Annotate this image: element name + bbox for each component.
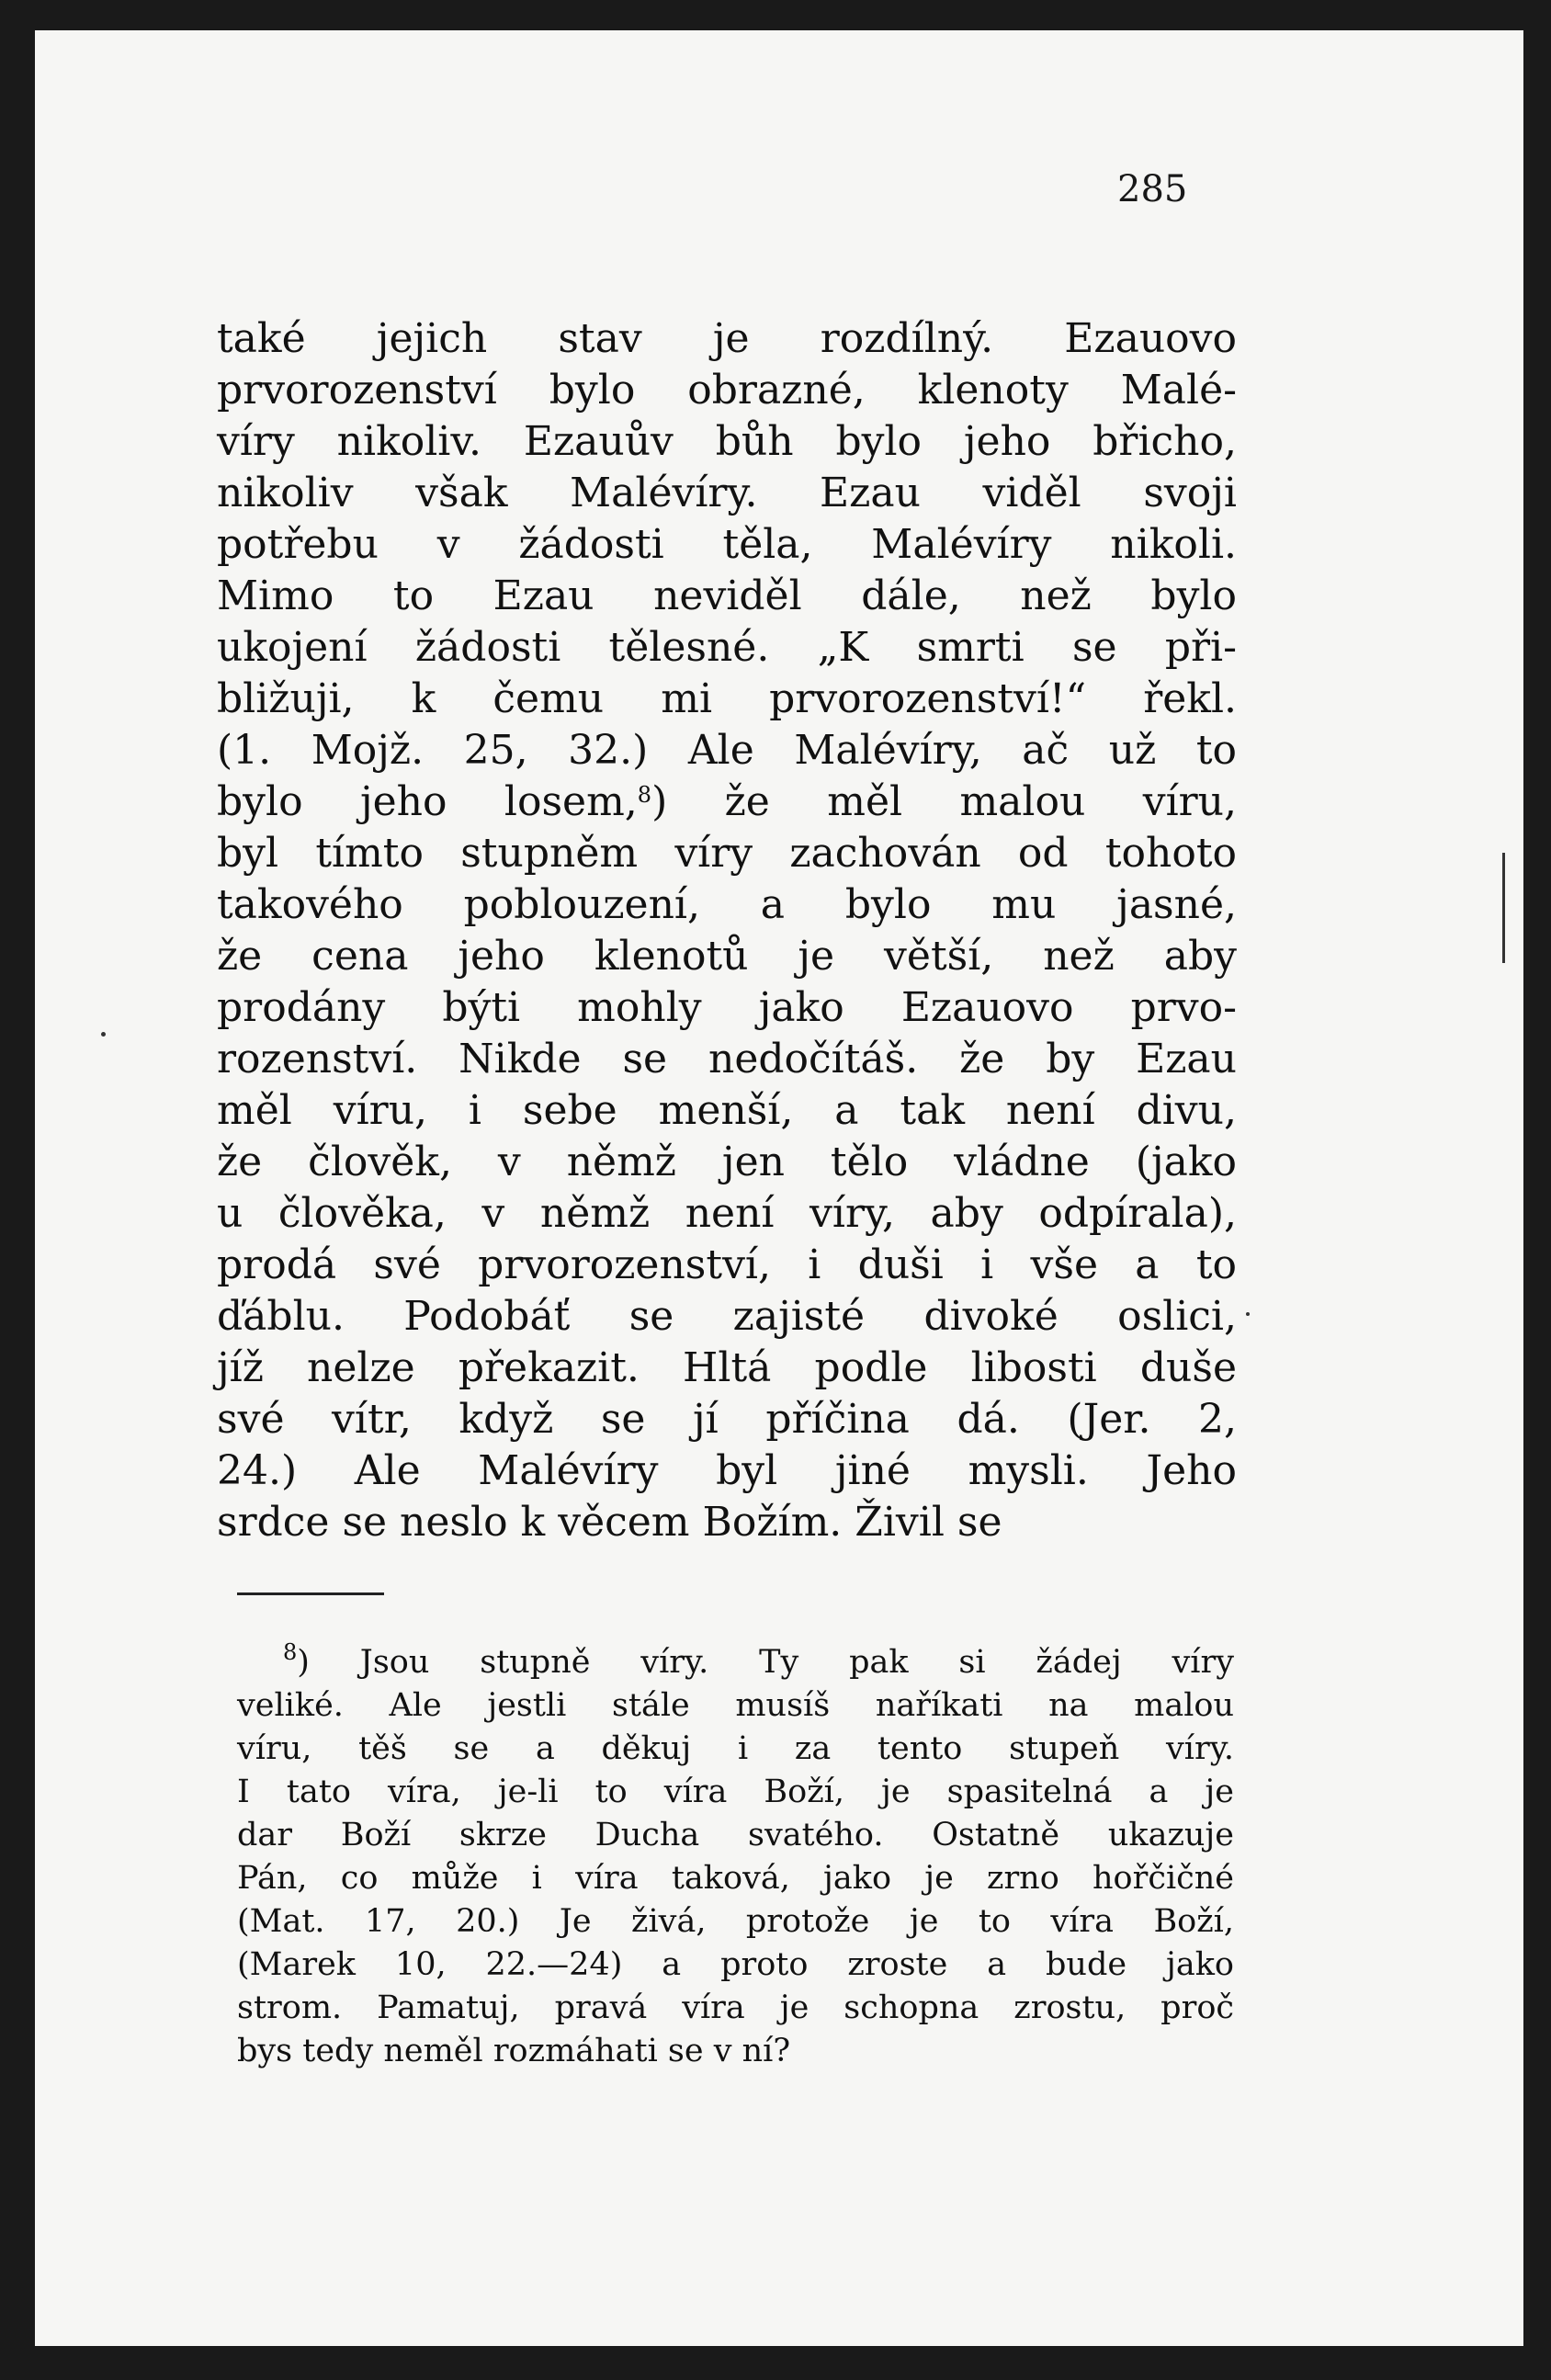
text-segment: bylo jeho losem, xyxy=(217,778,638,825)
text-line: srdce se neslo k věcem Božím. Živil se xyxy=(217,1499,1002,1546)
text-line: u člověka, v němž není víry, aby odpírala), xyxy=(217,1190,1237,1237)
text-line: měl víru, i sebe menší, a tak není divu, xyxy=(217,1087,1237,1134)
footnote-marker: 8 xyxy=(283,1639,298,1665)
footnote-reference: 8 xyxy=(637,782,652,808)
footnote-line: (Mat. 17, 20.) Je živá, protože je to víra Boží, xyxy=(237,1903,1234,1940)
text-segment: ) že měl malou víru, xyxy=(651,778,1237,825)
text-line: ukojení žádosti tělesné. „K smrti se při- xyxy=(217,624,1237,671)
text-line: prodá své prvorozenství, i duši i vše a to xyxy=(217,1241,1237,1288)
text-line-with-footnote-ref xyxy=(217,776,1237,828)
text-line: prvorozenství bylo obrazné, klenoty Malé- xyxy=(217,367,1237,414)
page-number: 285 xyxy=(1117,168,1188,210)
footnote-line xyxy=(237,1641,1234,1684)
text-line: své vítr, když se jí příčina dá. (Jer. 2, xyxy=(217,1396,1237,1443)
footnote-line: (Marek 10, 22.—24) a proto zroste a bude jako xyxy=(237,1946,1234,1983)
text-line: také jejich stav je rozdílný. Ezauovo xyxy=(217,315,1237,362)
text-line: prodány býti mohly jako Ezauovo prvo- xyxy=(217,984,1237,1031)
text-line: 24.) Ale Malévíry byl jiné mysli. Jeho xyxy=(217,1447,1237,1494)
footnote-line: veliké. Ale jestli stále musíš naříkati na malou xyxy=(237,1687,1234,1724)
footnote-line: víru, těš se a děkuj i za tento stupeň víry. xyxy=(237,1730,1234,1767)
text-line: víry nikoliv. Ezauův bůh bylo jeho břicho, xyxy=(217,418,1237,465)
text-line: že cena jeho klenotů je větší, než aby xyxy=(217,933,1237,980)
text-line: (1. Mojž. 25, 32.) Ale Malévíry, ač už to xyxy=(217,727,1237,774)
footnote-line: Pán, co může i víra taková, jako je zrno hořčičné xyxy=(237,1860,1234,1897)
text-line: rozenství. Nikde se nedočítáš. že by Ezau xyxy=(217,1036,1237,1082)
footnote-line: I tato víra, je-li to víra Boží, je spasitelná a je xyxy=(237,1774,1234,1810)
text-segment: ) Jsou stupně víry. Ty pak si žádej víry xyxy=(297,1644,1234,1681)
scan-speck xyxy=(101,1032,106,1037)
text-line: jíž nelze překazit. Hltá podle libosti duše xyxy=(217,1344,1237,1391)
text-line: potřebu v žádosti těla, Malévíry nikoli. xyxy=(217,521,1237,568)
book-page xyxy=(35,30,1523,2346)
scan-speck xyxy=(1246,1312,1250,1316)
footnote xyxy=(237,1641,1234,2073)
footnote-separator xyxy=(237,1592,384,1595)
body-text xyxy=(217,313,1237,1548)
footnote-line: dar Boží skrze Ducha svatého. Ostatně ukazuje xyxy=(237,1817,1234,1853)
text-line: nikoliv však Malévíry. Ezau viděl svoji xyxy=(217,470,1237,516)
text-line: že člověk, v němž jen tělo vládne (jako xyxy=(217,1139,1237,1185)
text-line: takového poblouzení, a bylo mu jasné, xyxy=(217,881,1237,928)
scan-edge-mark xyxy=(1502,853,1505,963)
text-line: Mimo to Ezau neviděl dále, než bylo xyxy=(217,572,1237,619)
footnote-line: strom. Pamatuj, pravá víra je schopna zrostu, proč xyxy=(237,1989,1234,2026)
text-line: ďáblu. Podobáť se zajisté divoké oslici, xyxy=(217,1293,1237,1340)
text-line: byl tímto stupněm víry zachován od tohoto xyxy=(217,830,1237,877)
footnote-line: bys tedy neměl rozmáhati se v ní? xyxy=(237,2033,791,2069)
text-line: bližuji, k čemu mi prvorozenství!“ řekl. xyxy=(217,675,1237,722)
